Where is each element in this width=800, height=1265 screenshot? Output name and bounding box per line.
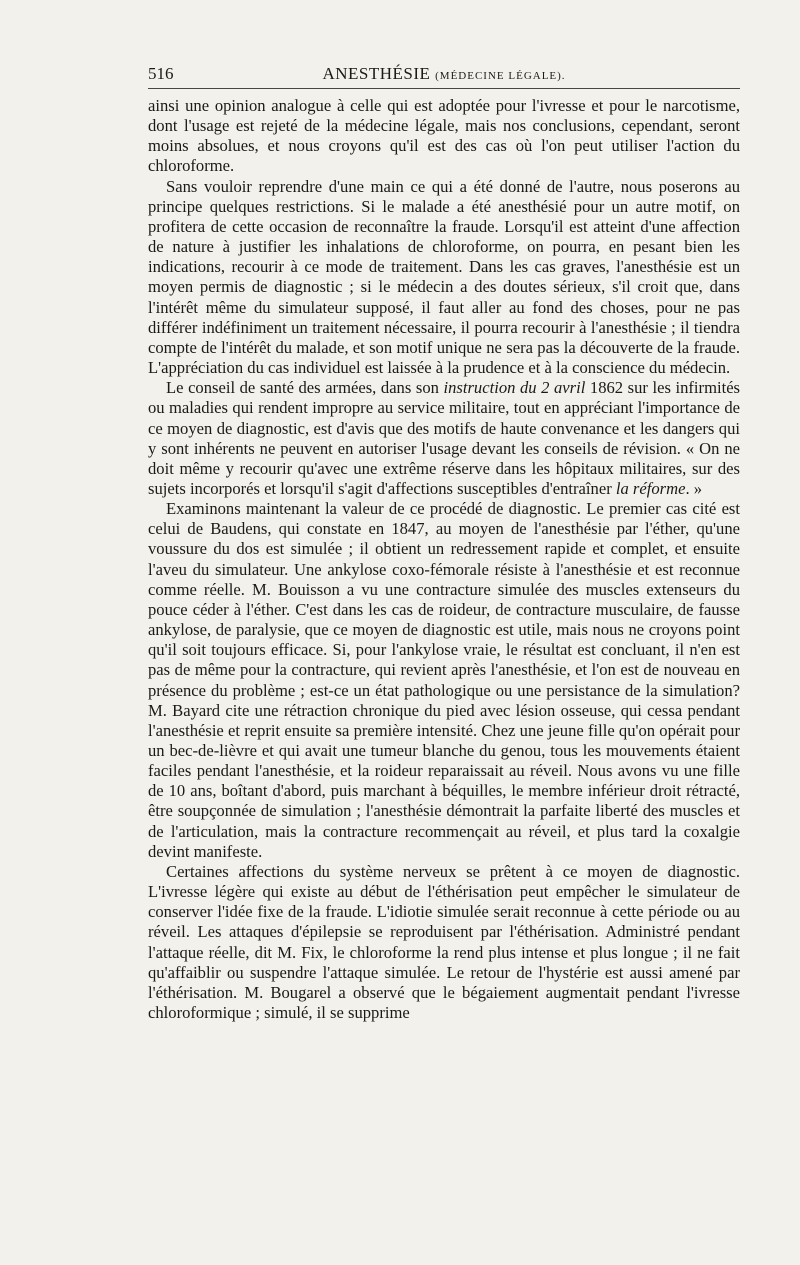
paragraph-1: [148, 96, 740, 177]
paragraph-text: . »: [685, 478, 703, 498]
italic-text: la réforme: [615, 478, 686, 498]
page-number: 516: [148, 64, 174, 83]
running-title: [148, 64, 740, 84]
paragraph-2: [148, 177, 740, 379]
italic-text: instruction du 2 avril: [443, 378, 586, 398]
running-title-sub: (MÉDECINE LÉGALE).: [435, 70, 566, 82]
paragraph-3: [148, 378, 740, 499]
paragraph-text: Sans vouloir reprendre d'une main ce qui a été donné de l'autre, nous poserons au principe quelques restrictions. Si le malade a été anesthésié pour un autre motif, on profitera de cette occasion de reconnaître la fraude. Lorsqu'il est atteint d'une affection de nature à justifier les inhalations de chloroforme, on pourra, en pesant bien les indications, recourir à ce mode de traitement. Dans les cas graves, l'anesthésie est un moyen permis de diagnostic ; si le médecin a des doutes sérieux, s'il croit que, dans l'intérêt même du simulateur supposé, il faut aller au fond des choses, pour ne pas différer indéfiniment un traitement nécessaire, il pourra recourir à l'anesthésie ; il tiendra compte de l'intérêt du malade, et son motif unique ne sera pas la découverte de la fraude. L'appréciation du cas individuel est laissée à la prudence et à la conscience du médecin.: [148, 176, 740, 378]
body-text: [148, 96, 740, 1023]
paragraph-text: 1862 sur les infirmités ou maladies qui rendent impropre au service militaire, tout en appréciant l'importance de ce moyen de diagnostic, est d'avis que des motifs de haute convenance et les dangers qui y sont inhérents ne peuvent en autoriser l'usage devant les conseils de révision. « On ne doit même y recourir qu'avec une extrême réserve dans les hôpitaux militaires, sur des sujets incorporés et lorsqu'il s'agit d'affections susceptibles d'entraîner: [148, 378, 741, 498]
paragraph-text: Le conseil de santé des armées, dans son: [166, 378, 444, 398]
paragraph-4: [148, 499, 740, 862]
page-header: [148, 64, 740, 89]
running-title-main: ANESTHÉSIE: [322, 64, 431, 83]
paragraph-text: ainsi une opinion analogue à celle qui est adoptée pour l'ivresse et pour le narcotisme, dont l'usage est rejeté de la médecine légale, mais nos conclusions, cependant, seront moins absolues, et nous croyons qu'il est des cas où l'on peut utiliser l'action du chloroforme.: [148, 96, 740, 176]
paragraph-text: Examinons maintenant la valeur de ce procédé de diagnostic. Le premier cas cité est celui de Baudens, qui constate en 1847, au moyen de l'anesthésie par l'éther, qu'une voussure du dos est simulée ; il obtient un redressement rapide et complet, et ensuite l'aveu du simulateur. Une ankylose coxo-fémorale résiste à l'anesthésie et est reconnue comme réelle. M. Bouisson a vu une contracture simulée des muscles extenseurs du pouce céder à l'éther. C'est dans les cas de roideur, de contracture musculaire, de fausse ankylose, de paralysie, que ce moyen de diagnostic est utile, mais nous ne croyons point qu'il soit toujours efficace. Si, pour l'ankylose vraie, le résultat est concluant, il n'en est pas de même pour la contracture, qui revient après l'anesthésie, et l'on est de nouveau en présence du problème ; est-ce un état pathologique ou une persistance de la simulation? M. Bayard cite une rétraction chronique du pied avec lésion osseuse, qui cessa pendant l'anesthésie et reprit ensuite sa première intensité. Chez une jeune fille qu'on opérait pour un bec-de-lièvre et qui avait une tumeur blanche du genou, tous les mouvements étaient faciles pendant l'anesthésie, et la roideur reparaissait au réveil. Nous avons vu une fille de 10 ans, boîtant d'abord, puis marchant à béquilles, le membre inférieur droit rétracté, être soupçonnée de simulation ; l'anesthésie démontrait la parfaite liberté des muscles et de l'articulation, mais la contracture recommençait au réveil, et plus tard la coxalgie devint manifeste.: [148, 499, 740, 861]
paragraph-text: Certaines affections du système nerveux se prêtent à ce moyen de diagnostic. L'ivresse légère qui existe au début de l'éthérisation peut empêcher le simulateur de conserver l'idée fixe de la fraude. L'idiotie simulée serait reconnue à cette période ou au réveil. Les attaques d'épilepsie se reproduisent par l'éthérisation. Administré pendant l'attaque réelle, dit M. Fix, le chloroforme la rend plus intense et plus longue ; il ne fait qu'affaiblir ou suspendre l'attaque simulée. Le retour de l'hystérie est aussi amené par l'éthérisation. M. Bougarel a observé que le bégaiement augmentait pendant l'ivresse chloroformique ; simulé, il se supprime: [148, 861, 740, 1023]
paragraph-5: [148, 862, 740, 1023]
